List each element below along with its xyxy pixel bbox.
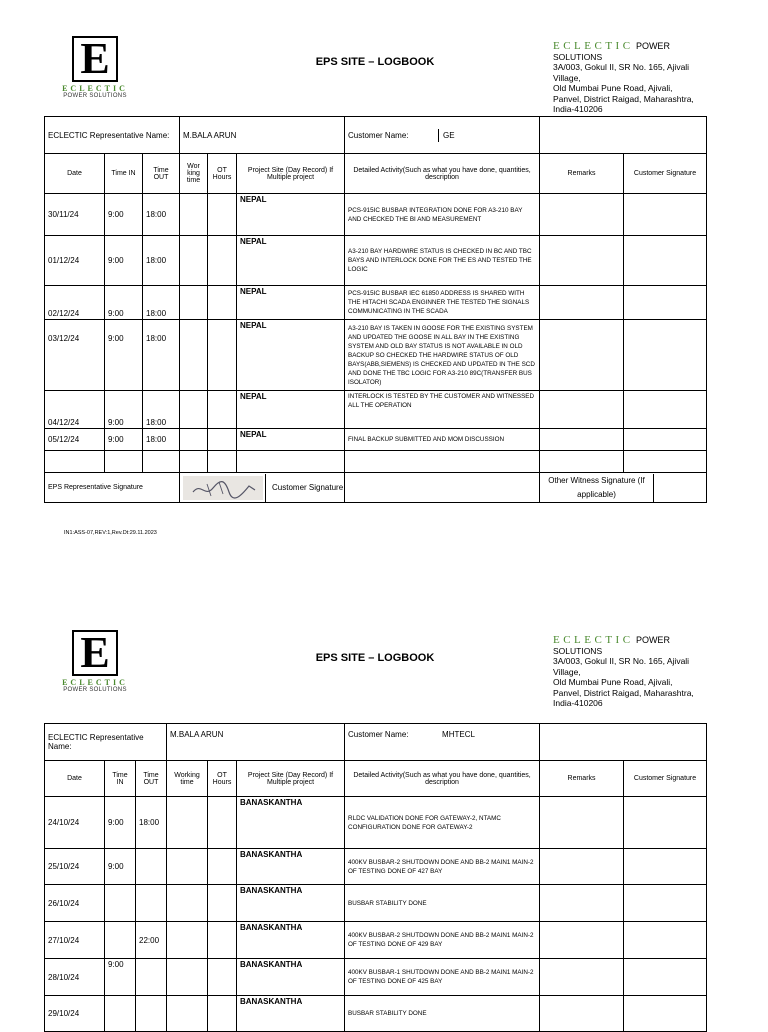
row-working: [180, 194, 208, 236]
row-remarks: [540, 236, 624, 286]
company-line: 3A/003, Gokul II, SR No. 165, Ajivali: [553, 656, 690, 666]
logo-mark: [72, 630, 118, 676]
row-ot: [208, 885, 237, 922]
row-time-in: 9:00: [105, 236, 143, 286]
row-remarks: [540, 885, 624, 922]
empty-cell: [237, 451, 345, 473]
logo-letter: E: [80, 628, 110, 677]
row-signature: [624, 797, 707, 849]
col-date: Date: [45, 761, 105, 797]
company-line: 3A/003, Gokul II, SR No. 165, Ajivali: [553, 62, 690, 72]
row-working: [180, 286, 208, 320]
row-signature: [624, 885, 707, 922]
row-time-in: 9:00: [105, 391, 143, 429]
customer-signature-label: Customer Signature: [272, 482, 344, 492]
empty-cell: [143, 451, 180, 473]
col-time-in: Time IN: [105, 154, 143, 194]
company-address: [553, 634, 713, 708]
company-power: POWER: [635, 41, 670, 51]
row-signature: [624, 959, 707, 996]
company-line: Village,: [553, 666, 581, 677]
row-remarks: [540, 286, 624, 320]
witness-signature-blank: [654, 474, 706, 502]
customer-name-label-text: Customer Name:: [348, 730, 409, 739]
company-line: India-410206: [553, 698, 603, 708]
col-time-in: Time IN: [105, 761, 136, 797]
col-working-time: Working time: [167, 761, 208, 797]
row-site: BANASKANTHA: [237, 959, 345, 996]
row-remarks: [540, 797, 624, 849]
company-line: SOLUTIONS: [553, 51, 603, 62]
signature-row: [45, 473, 707, 503]
row-time-out: 18:00: [143, 320, 180, 391]
col-time-out: Time OUT: [143, 154, 180, 194]
company-line: Old Mumbai Pune Road, Ajivali,: [553, 677, 673, 687]
row-time-in: [105, 922, 136, 959]
row-activity: FINAL BACKUP SUBMITTED AND MOM DISCUSSION: [345, 429, 540, 451]
row-working: [180, 236, 208, 286]
row-remarks: [540, 194, 624, 236]
row-time-out: 22:00: [136, 922, 167, 959]
row-working: [180, 320, 208, 391]
logo-mark: [72, 36, 118, 82]
row-ot: [208, 320, 237, 391]
row-site: BANASKANTHA: [237, 996, 345, 1032]
company-logo: [55, 36, 135, 106]
empty-cell: [105, 451, 143, 473]
row-working: [167, 959, 208, 996]
logo-name: ECLECTIC: [62, 678, 128, 687]
row-activity: INTERLOCK IS TESTED BY THE CUSTOMER AND WITNESSED ALL THE OPERATION: [345, 391, 540, 429]
row-time-out: [136, 885, 167, 922]
row-time-in: 9:00: [105, 959, 136, 996]
row-ot: [208, 849, 237, 885]
row-signature: [624, 236, 707, 286]
row-ot: [208, 391, 237, 429]
row-remarks: [540, 320, 624, 391]
col-working-time: Wor king time: [180, 154, 208, 194]
row-time-out: 18:00: [143, 286, 180, 320]
row-date: 25/10/24: [45, 849, 105, 885]
company-line: Panvel, District Raigad, Maharashtra,: [553, 687, 694, 698]
row-activity: 400KV BUSBAR-1 SHUTDOWN DONE AND BB-2 MAIN1 MAIN-2 OF TESTING DONE OF 425 BAY: [345, 959, 540, 996]
rep-name-label: ECLECTIC Representative Name:: [45, 724, 167, 761]
col-date: Date: [45, 154, 105, 194]
row-signature: [624, 996, 707, 1032]
table-row: [45, 286, 707, 320]
col-time-out: Time OUT: [136, 761, 167, 797]
signature-cell: [180, 473, 345, 503]
row-signature: [624, 320, 707, 391]
table-row: [45, 194, 707, 236]
col-project-site: Project Site (Day Record) If Multiple project: [237, 154, 345, 194]
col-activity: Detailed Activity(Such as what you have done, quantities, description: [345, 761, 540, 797]
row-signature: [624, 849, 707, 885]
row-remarks: [540, 996, 624, 1032]
row-remarks: [540, 849, 624, 885]
logo-name: ECLECTIC: [62, 84, 128, 93]
company-line: Panvel, District Raigad, Maharashtra,: [553, 93, 694, 104]
table-row: [45, 429, 707, 451]
table-row: [45, 959, 707, 996]
witness-cell: [540, 473, 707, 503]
empty-cell: [45, 451, 105, 473]
company-brand: ECLECTIC: [553, 40, 634, 52]
row-date: 28/10/24: [45, 959, 105, 996]
col-ot-hours: OT Hours: [208, 761, 237, 797]
customer-name-label-text: Customer Name:: [348, 130, 409, 140]
row-time-out: 18:00: [136, 797, 167, 849]
table-row: [45, 320, 707, 391]
row-remarks: [540, 391, 624, 429]
row-activity: PCS-915IC BUSBAR INTEGRATION DONE FOR A3-210 BAY AND CHECKED THE BI AND MEASUREMENT: [345, 194, 540, 236]
table-row: [45, 236, 707, 286]
row-time-out: [136, 849, 167, 885]
row-signature: [624, 194, 707, 236]
row-activity: BUSBAR STABILITY DONE: [345, 885, 540, 922]
row-site: BANASKANTHA: [237, 797, 345, 849]
row-remarks: [540, 429, 624, 451]
row-site: BANASKANTHA: [237, 922, 345, 959]
table-row: [45, 922, 707, 959]
row-ot: [208, 194, 237, 236]
row-time-in: 9:00: [105, 286, 143, 320]
row-working: [167, 797, 208, 849]
empty-cell: [345, 451, 540, 473]
row-date: 29/10/24: [45, 996, 105, 1032]
row-site: NEPAL: [237, 194, 345, 236]
empty-cell: [180, 451, 208, 473]
row-date: 04/12/24: [45, 391, 105, 429]
row-working: [167, 885, 208, 922]
page-title: EPS SITE – LOGBOOK: [315, 652, 435, 664]
row-date: 24/10/24: [45, 797, 105, 849]
col-customer-signature: Customer Signature: [624, 154, 707, 194]
row-time-in: [105, 996, 136, 1032]
row-site: NEPAL: [237, 236, 345, 286]
customer-name-label: [345, 117, 540, 154]
witness-signature-label: Other Witness Signature (If applicable): [540, 474, 654, 502]
row-working: [180, 429, 208, 451]
header-blank: [540, 117, 707, 154]
col-remarks: Remarks: [540, 154, 624, 194]
row-time-in: [105, 885, 136, 922]
row-time-in: 9:00: [105, 797, 136, 849]
row-activity: RLDC VALIDATION DONE FOR GATEWAY-2, NTAMC CONFIGURATION DONE FOR GATEWAY-2: [345, 797, 540, 849]
row-time-in: 9:00: [105, 849, 136, 885]
row-activity: 400KV BUSBAR-2 SHUTDOWN DONE AND BB-2 MAIN1 MAIN-2 OF TESTING DONE OF 427 BAY: [345, 849, 540, 885]
row-date: 05/12/24: [45, 429, 105, 451]
customer-name-value: GE: [438, 129, 455, 142]
logo-letter: E: [80, 34, 110, 83]
row-activity: 400KV BUSBAR-2 SHUTDOWN DONE AND BB-2 MAIN1 MAIN-2 OF TESTING DONE OF 429 BAY: [345, 922, 540, 959]
page-title: EPS SITE – LOGBOOK: [315, 56, 435, 68]
logo-subtitle: POWER SOLUTIONS: [63, 687, 127, 693]
row-site: NEPAL: [237, 391, 345, 429]
row-date: 30/11/24: [45, 194, 105, 236]
table-row-empty: [45, 451, 707, 473]
row-time-in: 9:00: [105, 429, 143, 451]
company-power: POWER: [635, 635, 670, 645]
table-row: [45, 797, 707, 849]
company-line: Old Mumbai Pune Road, Ajivali,: [553, 83, 673, 93]
row-date: 01/12/24: [45, 236, 105, 286]
row-activity: PCS-915IC BUSBAR IEC 61850 ADDRESS IS SHARED WITH THE HITACHI SCADA ENGINNER THE TESTED THE SIGNALS COMMUNICATING IN THE SCADA: [345, 286, 540, 320]
company-line: SOLUTIONS: [553, 645, 603, 656]
col-project-site: Project Site (Day Record) If Multiple project: [237, 761, 345, 797]
row-site: BANASKANTHA: [237, 849, 345, 885]
row-signature: [624, 286, 707, 320]
rep-name-label: ECLECTIC Representative Name:: [45, 117, 180, 154]
header-blank: [540, 724, 707, 761]
col-ot-hours: OT Hours: [208, 154, 237, 194]
row-ot: [208, 429, 237, 451]
row-time-out: [136, 996, 167, 1032]
table-row: [45, 849, 707, 885]
signature-scribble-icon: [183, 476, 263, 500]
table-row: [45, 391, 707, 429]
empty-cell: [540, 451, 624, 473]
row-working: [167, 996, 208, 1032]
row-signature: [624, 391, 707, 429]
row-site: NEPAL: [237, 429, 345, 451]
row-site: BANASKANTHA: [237, 885, 345, 922]
row-ot: [208, 959, 237, 996]
row-date: 26/10/24: [45, 885, 105, 922]
row-remarks: [540, 959, 624, 996]
row-ot: [208, 922, 237, 959]
row-date: 03/12/24: [45, 320, 105, 391]
row-time-out: 18:00: [143, 391, 180, 429]
row-activity: A3-210 BAY HARDWIRE STATUS IS CHECKED IN BC AND TBC BAYS AND INTERLOCK DONE FOR THE ES AND TESTED THE LOGIC: [345, 236, 540, 286]
row-site: NEPAL: [237, 320, 345, 391]
row-time-out: [136, 959, 167, 996]
company-logo: [55, 630, 135, 700]
col-activity: Detailed Activity(Such as what you have done, quantities, description: [345, 154, 540, 194]
logbook-table: [44, 723, 707, 1032]
row-signature: [624, 922, 707, 959]
row-time-out: 18:00: [143, 236, 180, 286]
customer-signature-blank: [345, 473, 540, 503]
row-working: [180, 391, 208, 429]
empty-cell: [624, 451, 707, 473]
row-activity: A3-210 BAY IS TAKEN IN GOOSE FOR THE EXISTING SYSTEM AND UPDATED THE GOOSE IN ALL BAY IN THE EXISTING SYSTEM AND OLD BAY STATUS IS NOT AVAILABLE IN OLD BACKUP SO CHECKED THE HARDWIRE STATUS OF OLD BAYS(ABB,SIEMENS) IS CHECKED AND UPDATED IN THE SCD AND DONE THE TBC LOGIC FOR A3-210 89C(TRANSFER BUS ISOLATOR): [345, 320, 540, 391]
row-signature: [624, 429, 707, 451]
col-remarks: Remarks: [540, 761, 624, 797]
row-working: [167, 922, 208, 959]
row-date: 02/12/24: [45, 286, 105, 320]
empty-cell: [208, 451, 237, 473]
company-brand: ECLECTIC: [553, 634, 634, 646]
eps-signature-label: EPS Representative Signature: [45, 473, 180, 503]
rep-name-value: M.BALA ARUN: [180, 117, 345, 154]
logbook-table: [44, 116, 707, 503]
row-time-in: 9:00: [105, 194, 143, 236]
row-time-in: 9:00: [105, 320, 143, 391]
row-date: 27/10/24: [45, 922, 105, 959]
col-customer-signature: Customer Signature: [624, 761, 707, 797]
row-time-out: 18:00: [143, 429, 180, 451]
row-site: NEPAL: [237, 286, 345, 320]
row-ot: [208, 286, 237, 320]
row-time-out: 18:00: [143, 194, 180, 236]
document-code: IN1:ASS-07,REV:1,Rev.Dt:29.11.2023: [64, 530, 157, 536]
company-line: Village,: [553, 72, 581, 83]
table-row: [45, 885, 707, 922]
company-line: India-410206: [553, 104, 603, 114]
row-remarks: [540, 922, 624, 959]
rep-name-value: M.BALA ARUN: [167, 724, 345, 761]
row-ot: [208, 236, 237, 286]
row-ot: [208, 996, 237, 1032]
row-working: [167, 849, 208, 885]
row-ot: [208, 797, 237, 849]
company-address: [553, 40, 713, 114]
signature-image: [180, 474, 266, 502]
customer-name-value: MHTECL: [442, 730, 475, 739]
row-activity: BUSBAR STABILITY DONE: [345, 996, 540, 1032]
table-row: [45, 996, 707, 1032]
logo-subtitle: POWER SOLUTIONS: [63, 93, 127, 99]
customer-name-label: [345, 724, 540, 761]
